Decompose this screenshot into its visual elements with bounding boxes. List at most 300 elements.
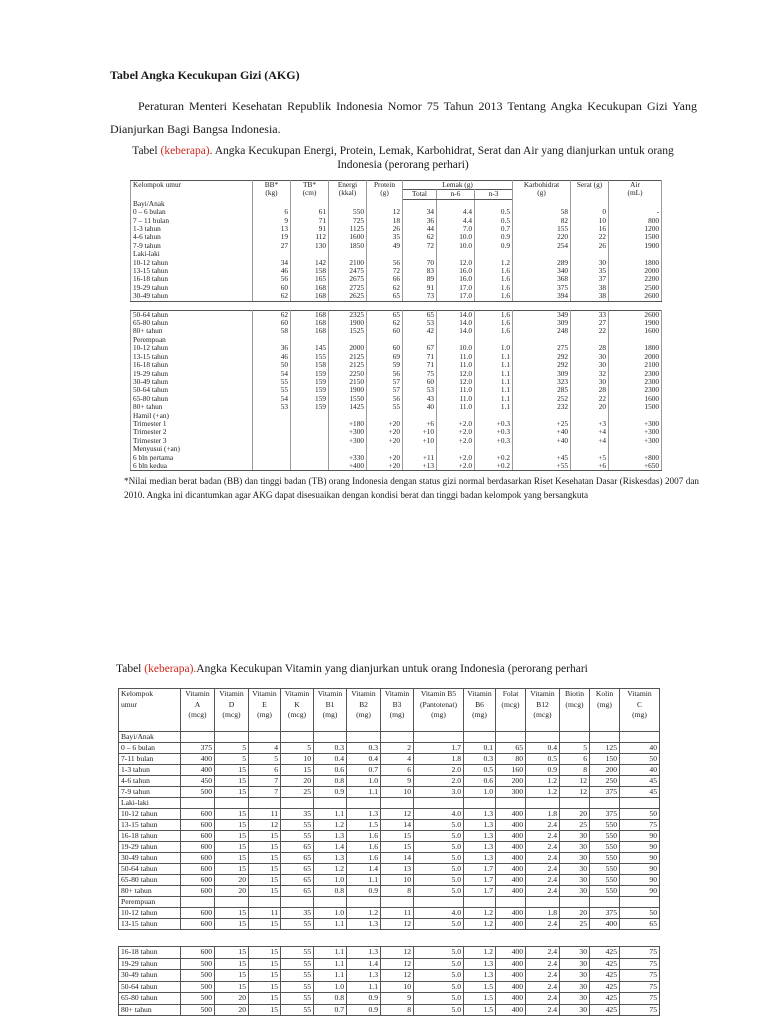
table-cell: 30 (560, 958, 590, 970)
table-row (119, 897, 660, 908)
table-cell: +10 (403, 428, 437, 436)
table-cell: 40 (403, 403, 437, 411)
table-cell: 400 (496, 809, 526, 820)
column-header: Vitamin B1 (mg) (314, 689, 347, 732)
table-cell: 17.0 (437, 284, 475, 292)
table-cell: 2 (381, 743, 414, 754)
table-cell (560, 897, 590, 908)
table-cell (560, 798, 590, 809)
table-cell: 15 (215, 864, 249, 875)
table-cell: 73 (403, 292, 437, 301)
table-cell: 1.1 (475, 403, 513, 411)
table-cell: 28 (571, 386, 609, 394)
table-cell: 425 (590, 947, 620, 959)
table-cell: 20 (560, 809, 590, 820)
column-header: TB* (cm) (291, 181, 329, 200)
table-cell: 42 (403, 327, 437, 335)
row-label: 1-3 tahun (131, 225, 253, 233)
table-cell: 0.5 (475, 208, 513, 216)
column-header: Vitamin B12 (mcg) (526, 689, 560, 732)
table-cell: 4.0 (414, 809, 464, 820)
table-cell: 65 (281, 886, 314, 897)
table-cell (314, 732, 347, 743)
table-cell: 90 (620, 842, 660, 853)
table-cell: 11 (381, 908, 414, 919)
table-cell: 159 (291, 395, 329, 403)
row-label: 16-18 tahun (131, 275, 253, 283)
table-cell: 375 (513, 284, 571, 292)
table-cell: 60 (367, 344, 403, 352)
table-cell: 0.8 (314, 993, 347, 1005)
table-cell: 1.0 (314, 981, 347, 993)
table-cell: 1500 (609, 403, 662, 411)
table-cell: 1.1 (475, 386, 513, 394)
table-cell: 25 (281, 787, 314, 798)
table-cell: +3 (571, 420, 609, 428)
table-cell: 2300 (609, 370, 662, 378)
column-subheader: n-3 (475, 190, 513, 199)
table-cell: +0.3 (475, 428, 513, 436)
table-cell: 9 (381, 776, 414, 787)
row-label: 4-6 tahun (119, 776, 181, 787)
table-cell: 2.0 (414, 776, 464, 787)
table-cell: 600 (181, 842, 215, 853)
table-cell (526, 897, 560, 908)
table-cell: 5.0 (414, 864, 464, 875)
table-cell (609, 199, 662, 208)
table-cell: 30 (560, 981, 590, 993)
row-label: 30-49 tahun (131, 292, 253, 301)
table-cell: 400 (496, 958, 526, 970)
table-row (119, 908, 660, 919)
table-row (119, 787, 660, 798)
table-row (119, 842, 660, 853)
table-cell: 600 (181, 875, 215, 886)
column-header: Air (mL) (609, 181, 662, 200)
row-label: 10-12 tahun (131, 344, 253, 352)
table-cell: 0.7 (314, 1004, 347, 1016)
table-cell: 7 (249, 787, 281, 798)
table-cell: 248 (513, 327, 571, 335)
table-cell: 1.3 (347, 919, 381, 930)
table-cell: +20 (367, 420, 403, 428)
table-cell: 1.3 (464, 809, 496, 820)
table-row (119, 947, 660, 959)
table-cell: 550 (590, 864, 620, 875)
table-cell: 1900 (329, 319, 367, 327)
table-cell: 91 (403, 284, 437, 292)
table-cell: +300 (329, 428, 367, 436)
table-cell (347, 897, 381, 908)
table-cell: 5.0 (414, 886, 464, 897)
table-cell: 550 (329, 208, 367, 216)
table-cell: 300 (496, 787, 526, 798)
table-cell: +2.0 (437, 420, 475, 428)
table-cell: 1.6 (347, 831, 381, 842)
table-cell: 10.0 (437, 344, 475, 352)
table-cell: 11 (249, 809, 281, 820)
table-cell (526, 732, 560, 743)
table-cell: 425 (590, 981, 620, 993)
table-cell: 12 (381, 809, 414, 820)
table-cell: 55 (281, 820, 314, 831)
table-cell: 1.3 (464, 831, 496, 842)
table-cell: 14 (381, 853, 414, 864)
row-label: 80+ tahun (131, 403, 253, 411)
table-cell: 425 (590, 993, 620, 1005)
table-cell: 1.1 (475, 378, 513, 386)
table-cell: 55 (281, 958, 314, 970)
table-cell: 10 (571, 217, 609, 225)
table-cell: 5 (281, 743, 314, 754)
table-cell: 12.0 (437, 378, 475, 386)
table-cell: 4.4 (437, 208, 475, 216)
table-cell: 0.3 (314, 743, 347, 754)
table-cell: 2000 (609, 353, 662, 361)
table-cell: 252 (513, 395, 571, 403)
table-row (131, 327, 662, 335)
table-cell: 8 (381, 1004, 414, 1016)
table-cell: 400 (590, 919, 620, 930)
table-cell: 1200 (609, 225, 662, 233)
table-cell: 1.2 (526, 787, 560, 798)
table-cell: 2150 (329, 378, 367, 386)
table-cell (464, 732, 496, 743)
row-label: Hamil (+an) (131, 412, 253, 420)
table-cell (496, 732, 526, 743)
table-cell: 1.1 (314, 947, 347, 959)
caption-placeholder: (keberapa) (160, 145, 210, 157)
table-cell: 159 (291, 386, 329, 394)
table-cell: 55 (281, 947, 314, 959)
table-cell: 800 (609, 217, 662, 225)
table-cell: 58 (513, 208, 571, 216)
table-cell: 44 (403, 225, 437, 233)
table-cell: 1.2 (347, 908, 381, 919)
table-cell: 20 (215, 875, 249, 886)
table-cell (215, 798, 249, 809)
table-cell: 500 (181, 958, 215, 970)
table-cell: 1.3 (464, 853, 496, 864)
table-cell: 1.6 (347, 842, 381, 853)
column-header: Vitamin A (mcg) (181, 689, 215, 732)
row-label: 65-80 tahun (131, 319, 253, 327)
table-cell: 155 (291, 353, 329, 361)
table-cell: +2.0 (437, 437, 475, 445)
table-cell: 12 (381, 919, 414, 930)
table-cell (414, 798, 464, 809)
table-cell: 400 (496, 970, 526, 982)
table-cell: 158 (291, 361, 329, 369)
table-cell (381, 897, 414, 908)
table-cell (253, 462, 291, 471)
table-cell: 0.1 (464, 743, 496, 754)
table-cell (281, 798, 314, 809)
row-label: 4-6 tahun (131, 233, 253, 241)
table-cell: 2.4 (526, 947, 560, 959)
table-cell: 40 (620, 765, 660, 776)
table-cell: 400 (496, 1004, 526, 1016)
table-row (119, 754, 660, 765)
row-label: Menyusui (+an) (131, 445, 253, 453)
table-cell (590, 732, 620, 743)
table-cell: 1800 (609, 344, 662, 352)
table-cell: +5 (571, 454, 609, 462)
column-header: Vitamin E (mg) (249, 689, 281, 732)
table-cell: 65 (367, 292, 403, 301)
table-cell: 5.0 (414, 842, 464, 853)
table-cell: 15 (249, 993, 281, 1005)
table-cell: 1.2 (464, 947, 496, 959)
column-header: Vitamin K (mcg) (281, 689, 314, 732)
row-label: Bayi/Anak (119, 732, 181, 743)
table-cell: 400 (496, 853, 526, 864)
caption-placeholder: (keberapa). (144, 663, 197, 675)
table-cell: 2.4 (526, 831, 560, 842)
table-cell: 0.9 (347, 993, 381, 1005)
table-cell: +2.0 (437, 428, 475, 436)
table-cell (620, 732, 660, 743)
table-cell (347, 798, 381, 809)
table-cell: 12 (367, 208, 403, 216)
table-cell: 0.8 (314, 776, 347, 787)
table-cell: 2600 (609, 310, 662, 319)
table-cell: 45 (620, 776, 660, 787)
table-cell: 0.9 (526, 765, 560, 776)
table-cell: 323 (513, 378, 571, 386)
table-cell: 1.6 (347, 853, 381, 864)
table-cell (281, 732, 314, 743)
caption-text: . Angka Kecukupan Energi, Protein, Lemak, Karbohidrat, Serat dan Air yang dianjurkan untuk orang Indonesia (perorang perhari) (209, 145, 674, 171)
table-cell: 91 (291, 225, 329, 233)
row-label: 19-29 tahun (119, 958, 181, 970)
table-cell: 2675 (329, 275, 367, 283)
table-cell: 375 (590, 908, 620, 919)
table-row (131, 462, 662, 471)
table-cell: 5.0 (414, 853, 464, 864)
table-row (119, 958, 660, 970)
table-cell: 1.2 (464, 908, 496, 919)
table-cell: 1.0 (475, 344, 513, 352)
table-cell: 15 (249, 1004, 281, 1016)
table-cell: 55 (281, 981, 314, 993)
table-cell: 72 (367, 267, 403, 275)
table-cell: 12.0 (437, 259, 475, 267)
row-label: 6 bln pertama (131, 454, 253, 462)
table-cell: 30 (560, 864, 590, 875)
table-cell: 15 (249, 981, 281, 993)
energy-table-caption (118, 144, 688, 172)
table-cell: 14.0 (437, 310, 475, 319)
table-cell: 145 (291, 344, 329, 352)
table-cell: 9 (381, 993, 414, 1005)
row-label: Perempuan (119, 897, 181, 908)
table-cell: 1900 (329, 386, 367, 394)
row-label: 10-12 tahun (119, 809, 181, 820)
table-cell: 62 (253, 310, 291, 319)
table-cell: 0.5 (526, 754, 560, 765)
row-label: 10-12 tahun (119, 908, 181, 919)
table-cell: 27 (571, 319, 609, 327)
table-cell: 90 (620, 831, 660, 842)
table-cell: 250 (590, 776, 620, 787)
table-cell: 36 (253, 344, 291, 352)
table-cell: 65 (403, 310, 437, 319)
table-cell: 425 (590, 1004, 620, 1016)
table-cell: 1125 (329, 225, 367, 233)
table-cell: 34 (403, 208, 437, 216)
table-cell: 1.2 (314, 864, 347, 875)
table-cell: +330 (329, 454, 367, 462)
table-cell: 550 (590, 886, 620, 897)
table-cell: 82 (513, 217, 571, 225)
table-cell: 2.4 (526, 993, 560, 1005)
table-cell: 5.0 (414, 820, 464, 831)
table-cell: 66 (367, 275, 403, 283)
table-cell: 30 (571, 259, 609, 267)
table-cell: +11 (403, 454, 437, 462)
row-label: 16-18 tahun (131, 361, 253, 369)
table-cell: 15 (215, 958, 249, 970)
row-label: 1-3 tahun (119, 765, 181, 776)
table-cell: 0.4 (314, 754, 347, 765)
table-row (119, 864, 660, 875)
table-cell: +400 (329, 462, 367, 471)
table-cell (253, 437, 291, 445)
table-cell: 15 (381, 842, 414, 853)
table-cell: 375 (181, 743, 215, 754)
caption-prefix: Tabel (116, 663, 145, 675)
table-cell: 30 (560, 886, 590, 897)
table-cell: 15 (215, 809, 249, 820)
table-cell: 168 (291, 284, 329, 292)
table-cell: 400 (496, 919, 526, 930)
table-cell: 2.4 (526, 970, 560, 982)
table-cell: 15 (249, 958, 281, 970)
table-cell: 1.1 (475, 395, 513, 403)
table-cell: 1.3 (464, 842, 496, 853)
row-label: 7-9 tahun (131, 242, 253, 250)
row-label: 0 – 6 bulan (131, 208, 253, 216)
table-cell: 400 (496, 875, 526, 886)
table-cell: 50 (253, 361, 291, 369)
row-label: 0 – 6 bulan (119, 743, 181, 754)
table-cell: +25 (513, 420, 571, 428)
table-cell: 349 (513, 310, 571, 319)
table-cell: 62 (367, 319, 403, 327)
table-cell: 1.5 (464, 981, 496, 993)
table-cell: 56 (367, 370, 403, 378)
table-cell: 14 (381, 820, 414, 831)
table-cell: 2475 (329, 267, 367, 275)
table-cell: 1.5 (464, 993, 496, 1005)
table-cell: 1.6 (475, 319, 513, 327)
table-cell: 550 (590, 842, 620, 853)
table-cell (590, 897, 620, 908)
table-cell (249, 897, 281, 908)
table-cell: +300 (609, 420, 662, 428)
caption-text: Angka Kecukupan Vitamin yang dianjurkan untuk orang Indonesia (perorang perhari (196, 663, 588, 675)
table-cell: 2725 (329, 284, 367, 292)
table-cell: 550 (590, 820, 620, 831)
table-cell: 13 (381, 864, 414, 875)
table-cell (291, 454, 329, 462)
table-cell: 2000 (329, 344, 367, 352)
row-label: 13-15 tahun (131, 353, 253, 361)
table-cell: 30 (571, 378, 609, 386)
row-label: 30-49 tahun (119, 970, 181, 982)
table-cell: 72 (403, 242, 437, 250)
table-cell: 75 (620, 947, 660, 959)
table-row (119, 743, 660, 754)
table-cell: 1.6 (475, 275, 513, 283)
table-row (131, 292, 662, 301)
table-cell: 200 (590, 765, 620, 776)
table-cell: 30 (560, 853, 590, 864)
table-cell: 600 (181, 919, 215, 930)
table-cell: 2325 (329, 310, 367, 319)
table-cell: 1.7 (464, 886, 496, 897)
table-cell: 2.4 (526, 853, 560, 864)
table-cell: 285 (513, 386, 571, 394)
table-cell: 62 (403, 233, 437, 241)
table-cell: 2.4 (526, 886, 560, 897)
table-cell: 12 (249, 820, 281, 831)
row-label: Trimester 2 (131, 428, 253, 436)
table-cell: 15 (215, 853, 249, 864)
table-cell: 30 (560, 831, 590, 842)
table-row (119, 919, 660, 930)
table-cell: 1.6 (475, 292, 513, 301)
table-cell: +0.3 (475, 437, 513, 445)
table-cell: - (609, 208, 662, 216)
table-cell: 58 (253, 327, 291, 335)
table-cell: 600 (181, 886, 215, 897)
table-cell: 168 (291, 292, 329, 301)
row-label: Laki-laki (131, 250, 253, 258)
table-cell: 50 (620, 908, 660, 919)
row-label: 30-49 tahun (119, 853, 181, 864)
intro-paragraph: Peraturan Menteri Kesehatan Republik Indonesia Nomor 75 Tahun 2013 Tentang Angka Kecukupan Gizi Yang Dianjurkan Bagi Bangsa Indonesia. (110, 99, 697, 136)
table-cell: 65 (367, 310, 403, 319)
table-cell: 159 (291, 370, 329, 378)
table-cell: 1600 (609, 327, 662, 335)
table-cell: 5.0 (414, 947, 464, 959)
table-cell: 56 (367, 259, 403, 267)
table-cell: 53 (403, 386, 437, 394)
column-header: Serat (g) (571, 181, 609, 200)
row-label: 50-64 tahun (131, 310, 253, 319)
table-cell: 55 (281, 831, 314, 842)
table-cell: +20 (367, 454, 403, 462)
table-cell: 600 (181, 947, 215, 959)
table-row (119, 776, 660, 787)
table-cell (314, 897, 347, 908)
table-cell: 46 (253, 267, 291, 275)
row-label: 7-9 tahun (119, 787, 181, 798)
table-cell: 232 (513, 403, 571, 411)
table-row (119, 820, 660, 831)
table-cell: 500 (181, 993, 215, 1005)
table-cell: 35 (281, 908, 314, 919)
table-cell: +45 (513, 454, 571, 462)
table-cell: 40 (620, 743, 660, 754)
table-row (119, 875, 660, 886)
table-cell: 25 (560, 919, 590, 930)
table-cell (253, 454, 291, 462)
table-cell: 15 (215, 831, 249, 842)
table-cell (314, 798, 347, 809)
